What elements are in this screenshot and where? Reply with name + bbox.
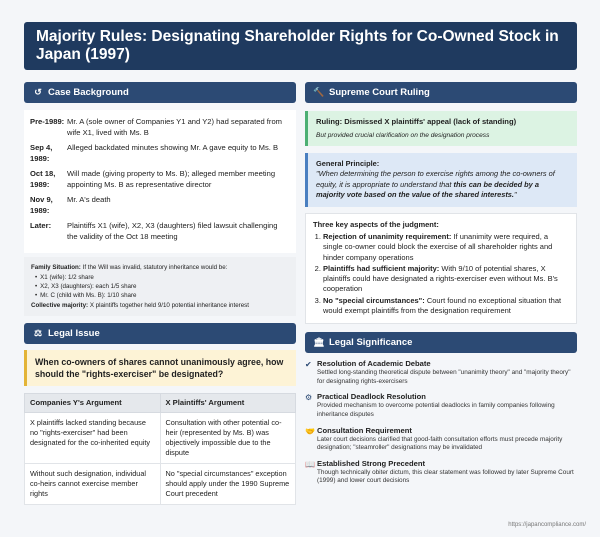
aspect-title: Rejection of unanimity requirement: [323,231,452,241]
aspects-heading: Three key aspects of the judgment: [313,219,439,229]
inheritance-item: • Mr. C (child with Ms. B): 1/10 share [35,291,289,300]
significance-text: Settled long-standing theoretical dispute between "unanimity theory" and "majority theory" for designating rights-exercisers [317,369,571,385]
ruling-sub: But provided crucial clarification on the designation process [316,132,490,139]
table-row [25,464,296,505]
principle-heading: General Principle: [316,159,380,168]
timeline-row [30,195,290,216]
timeline-text: Will made (giving property to Ms. B); alleged member meeting appointing Ms. B as representative director [67,169,276,189]
aspect-item [323,264,569,295]
timeline-row [30,169,290,190]
aspect-text: Court found no exceptional situation that would exempt plaintiffs from the designation requirement [323,295,562,315]
ruling-title: Supreme Court Ruling [329,87,430,98]
ruling-box [305,111,577,146]
general-principle [305,153,577,207]
collective-text: X plaintiffs together held 9/10 potential inheritance interest [89,302,249,309]
companies-argument-cell: Without such designation, individual co-heirs cannot exercise member rights [25,464,161,505]
timeline-row [30,221,290,242]
right-column [305,82,577,486]
key-aspects [305,213,577,325]
significance-heading: Resolution of Academic Debate [317,359,431,369]
book-icon: 📖 [305,459,315,469]
timeline-date: Later: [30,221,52,230]
collective-label: Collective majority: [31,302,89,309]
significance-item [305,426,577,453]
timeline-row [30,143,290,164]
significance-header [305,332,577,353]
significance-text: Though technically obiter dictum, this clear statement was followed by later Supreme Court (1999) and lower court decisions [317,468,574,485]
aspect-text: With 9/10 of potential shares, X plaintiffs could have designated a rights-exerciser even without Ms. B's cooperation [323,263,558,294]
col-companies-argument: Companies Y's Argument [25,394,161,413]
companies-argument-cell: X plaintiffs lacked standing because no "rights-exerciser" had been designated for the co-inherited equity [25,413,161,464]
left-column [24,82,296,505]
timeline-row [30,117,290,138]
case-background-header [24,82,296,103]
scales-icon: ⚖ [33,328,43,338]
handshake-icon: 🤝 [305,426,315,436]
table-row [25,413,296,464]
significance-list [305,359,577,486]
col-plaintiffs-argument: X Plaintiffs' Argument [160,394,296,413]
timeline-date: Pre-1989: [30,117,65,126]
principle-quote [316,169,569,200]
aspect-title: Plaintiffs had sufficient majority: [323,263,440,273]
case-background-title: Case Background [48,87,129,98]
footer-url: https://japancompliance.com/ [508,522,586,528]
significance-item [305,359,577,386]
aspect-text: If unanimity were required, a single co-owner could block the exercise of all shareholder rights and hinder company operations [323,231,553,262]
inheritance-list [35,273,289,300]
history-icon: ↺ [34,87,42,97]
timeline-text: Mr. A's death [67,195,111,204]
timeline-date: Oct 18, 1989: [30,169,56,189]
page-title: Majority Rules: Designating Shareholder Rights for Co-Owned Stock in Japan (1997) [36,28,559,63]
plaintiffs-argument-cell: No "special circumstances" exception should apply under the 1990 Supreme Court precedent [160,464,296,505]
principle-quote-bold: this can be decided by a majority vote based on the value of the shared interests. [316,179,539,200]
significance-heading: Established Strong Precedent [317,458,426,468]
timeline-date: Sep 4, 1989: [30,143,53,163]
aspect-item [323,232,569,263]
inheritance-item: • X1 (wife): 1/2 share [35,273,289,282]
timeline [24,110,296,253]
aspect-title: No "special circumstances": [323,295,425,305]
principle-quote-text: "When determining the person to exercise rights among the co-owners of equity, it is appropriate to understand that [316,169,555,189]
check-circle-icon: ✔ [305,360,312,370]
significance-heading: Consultation Requirement [317,425,412,435]
significance-item [305,392,577,419]
plaintiffs-argument-cell: Consultation with other potential co-heir (represented by Ms. B) was objectively impossible due to the dispute [160,413,296,464]
timeline-text: Alleged backdated minutes showing Mr. A gave equity to Ms. B [67,143,279,152]
principle-quote-end: " [513,190,517,200]
legal-issue-title: Legal Issue [48,328,100,339]
timeline-text: Mr. A (sole owner of Companies Y1 and Y2) had separated from wife X1, lived with Ms. B [67,117,282,137]
aspect-item [323,296,569,317]
family-situation [24,257,296,316]
legal-issue-header [24,323,296,344]
title-banner [24,22,577,70]
timeline-date: Nov 9, 1989: [30,195,53,215]
significance-text: Provided mechanism to overcome potential deadlocks in family companies following inheritance disputes [317,402,555,419]
aspects-list [323,232,569,316]
ruling-main: Ruling: Dismissed X plaintiffs' appeal (lack of standing) [316,117,517,126]
family-text: If the Will was invalid, statutory inheritance would be: [82,264,228,271]
inheritance-item: • X2, X3 (daughters): each 1/5 share [35,282,289,291]
timeline-text: Plaintiffs X1 (wife), X2, X3 (daughters) filed lawsuit challenging the validity of the Oct 18 meeting [67,221,278,241]
significance-title: Legal Significance [329,337,413,349]
network-icon: ⚙ [305,393,313,403]
significance-item [305,459,577,486]
significance-heading: Practical Deadlock Resolution [317,392,426,402]
family-label: Family Situation: [31,264,81,271]
institution-icon: 🏛 [313,337,325,348]
gavel-icon: 🔨 [313,87,325,97]
significance-text: Later court decisions clarified that good-faith consultation efforts must precede majority designation; "steamroller" designations may be invalidated [317,435,563,452]
ruling-header [305,82,577,103]
arguments-table [24,393,296,505]
legal-question: When co-owners of shares cannot unanimously agree, how should the "rights-exerciser" be designated? [24,350,296,386]
